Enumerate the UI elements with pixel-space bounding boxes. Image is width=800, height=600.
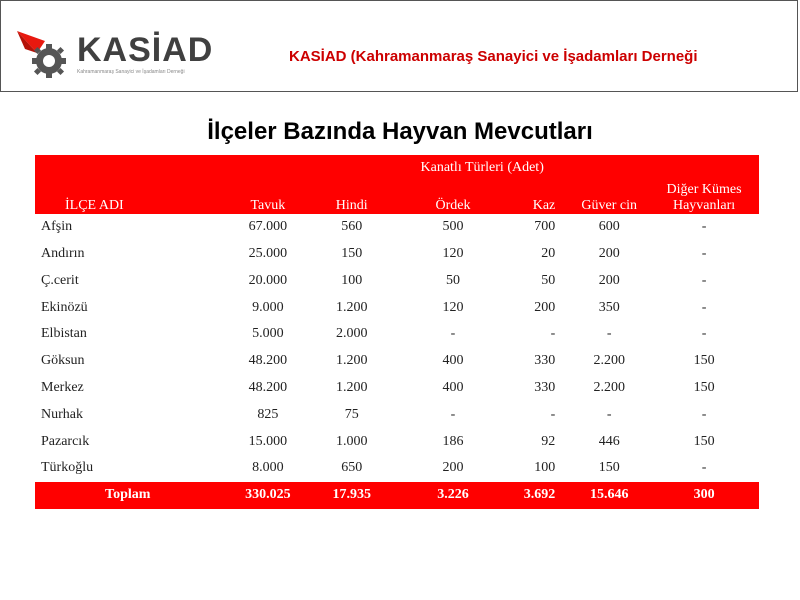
district-name: Göksun <box>41 353 85 369</box>
table-row <box>35 455 759 482</box>
table-row <box>35 428 759 455</box>
table-cell: 200 <box>598 245 620 261</box>
table-cell: 50 <box>445 272 460 288</box>
table-cell: 446 <box>598 433 620 449</box>
district-name: Türkoğlu <box>41 460 94 476</box>
table-cell: 120 <box>442 245 464 261</box>
table-cell: 186 <box>442 433 464 449</box>
table-cell: 650 <box>341 460 363 476</box>
col-header-duck: Ördek <box>388 182 518 214</box>
table-cell: 20.000 <box>248 272 288 288</box>
table-cell: 200 <box>598 272 620 288</box>
group-header: Kanatlı Türleri (Adet) <box>315 155 649 182</box>
livestock-table <box>35 155 759 509</box>
table-cell: 9.000 <box>252 299 284 315</box>
table-cell: 1.200 <box>335 379 368 395</box>
table-cell: 8.000 <box>252 460 284 476</box>
logo-wordmark: KASİAD <box>77 31 214 69</box>
table-cell: 150 <box>598 460 620 476</box>
total-cell: 330.025 <box>220 482 315 509</box>
table-cell: - <box>701 326 707 342</box>
table-cell: 15.000 <box>248 433 288 449</box>
col-header-district: İLÇE ADI <box>35 182 220 214</box>
district-name: Andırın <box>41 245 85 261</box>
table-cell: 330 <box>534 379 556 395</box>
table-cell: 75 <box>344 406 359 422</box>
table-cell: 100 <box>534 460 556 476</box>
page-title: İlçeler Bazında Hayvan Mevcutları <box>207 118 593 145</box>
table-row <box>35 241 759 268</box>
column-header-row <box>35 182 759 214</box>
total-row <box>35 482 759 509</box>
table-cell: 67.000 <box>248 219 288 235</box>
table-cell: 330 <box>534 353 556 369</box>
table-cell: 600 <box>598 219 620 235</box>
table-cell: 400 <box>442 353 464 369</box>
table-row <box>35 348 759 375</box>
table-cell: - <box>550 406 556 422</box>
table-cell: 5.000 <box>252 326 284 342</box>
district-name: Nurhak <box>41 406 83 422</box>
district-name: Elbistan <box>41 326 87 342</box>
table-cell: 120 <box>442 299 464 315</box>
table-cell: 200 <box>534 299 556 315</box>
total-cell: 15.646 <box>569 482 649 509</box>
col-header-chicken: Tavuk <box>220 182 315 214</box>
table-cell: 1.000 <box>335 433 368 449</box>
kasiad-logo <box>15 23 225 77</box>
col-header-goose: Kaz <box>518 182 570 214</box>
table-cell: 150 <box>693 353 715 369</box>
table-cell: 560 <box>341 219 363 235</box>
header-bar <box>0 0 798 92</box>
table-cell: - <box>701 299 707 315</box>
table-row <box>35 267 759 294</box>
table-cell: 92 <box>541 433 556 449</box>
total-cell: 17.935 <box>315 482 388 509</box>
table-cell: - <box>701 219 707 235</box>
total-label: Toplam <box>35 482 220 509</box>
table-row <box>35 321 759 348</box>
table-cell: 2.200 <box>593 353 625 369</box>
table-cell: 2.200 <box>593 379 625 395</box>
table-cell: - <box>701 460 707 476</box>
district-name: Ekinözü <box>41 299 88 315</box>
gear-funnel-icon <box>15 23 75 79</box>
group-header-row <box>35 155 759 182</box>
table-cell: 25.000 <box>248 245 288 261</box>
table-row <box>35 294 759 321</box>
district-name: Merkez <box>41 379 84 395</box>
col-header-pigeon: Güver cin <box>569 182 649 214</box>
table-row <box>35 401 759 428</box>
table-cell: - <box>450 406 456 422</box>
table-cell: 100 <box>341 272 363 288</box>
table-cell: - <box>550 326 556 342</box>
table-cell: 1.200 <box>335 299 368 315</box>
table-cell: 200 <box>442 460 464 476</box>
district-name: Ç.cerit <box>41 272 79 288</box>
table-cell: 150 <box>693 379 715 395</box>
table-row <box>35 214 759 241</box>
district-name: Afşin <box>41 219 73 235</box>
total-cell: 3.226 <box>388 482 518 509</box>
table-row <box>35 375 759 402</box>
table-cell: 1.200 <box>335 353 368 369</box>
logo-subtitle: Kahramanmaraş Sanayici ve İşadamları Derneği <box>77 69 185 75</box>
col-header-other-poultry: Diğer Kümes Hayvanları <box>649 182 759 214</box>
table-cell: 825 <box>257 406 279 422</box>
table-cell: 20 <box>541 245 556 261</box>
table-cell: - <box>701 406 707 422</box>
table-cell: 500 <box>442 219 464 235</box>
table-cell: 2.000 <box>335 326 368 342</box>
col-header-turkey: Hindi <box>315 182 388 214</box>
table-body <box>35 214 759 482</box>
table-cell: 50 <box>541 272 556 288</box>
table-cell: 150 <box>693 433 715 449</box>
table-cell: 400 <box>442 379 464 395</box>
table-cell: 700 <box>534 219 556 235</box>
table-cell: - <box>701 272 707 288</box>
district-name: Pazarcık <box>41 433 90 449</box>
table-cell: - <box>606 326 612 342</box>
total-cell: 300 <box>649 482 759 509</box>
table-cell: 150 <box>341 245 363 261</box>
table-cell: - <box>701 245 707 261</box>
table-cell: 48.200 <box>248 353 288 369</box>
table-cell: 48.200 <box>248 379 288 395</box>
organization-name: KASİAD (Kahramanmaraş Sanayici ve İşadamları Derneği <box>289 48 698 65</box>
table-cell: - <box>450 326 456 342</box>
table-cell: - <box>606 406 612 422</box>
table-cell: 350 <box>598 299 620 315</box>
total-cell: 3.692 <box>518 482 570 509</box>
